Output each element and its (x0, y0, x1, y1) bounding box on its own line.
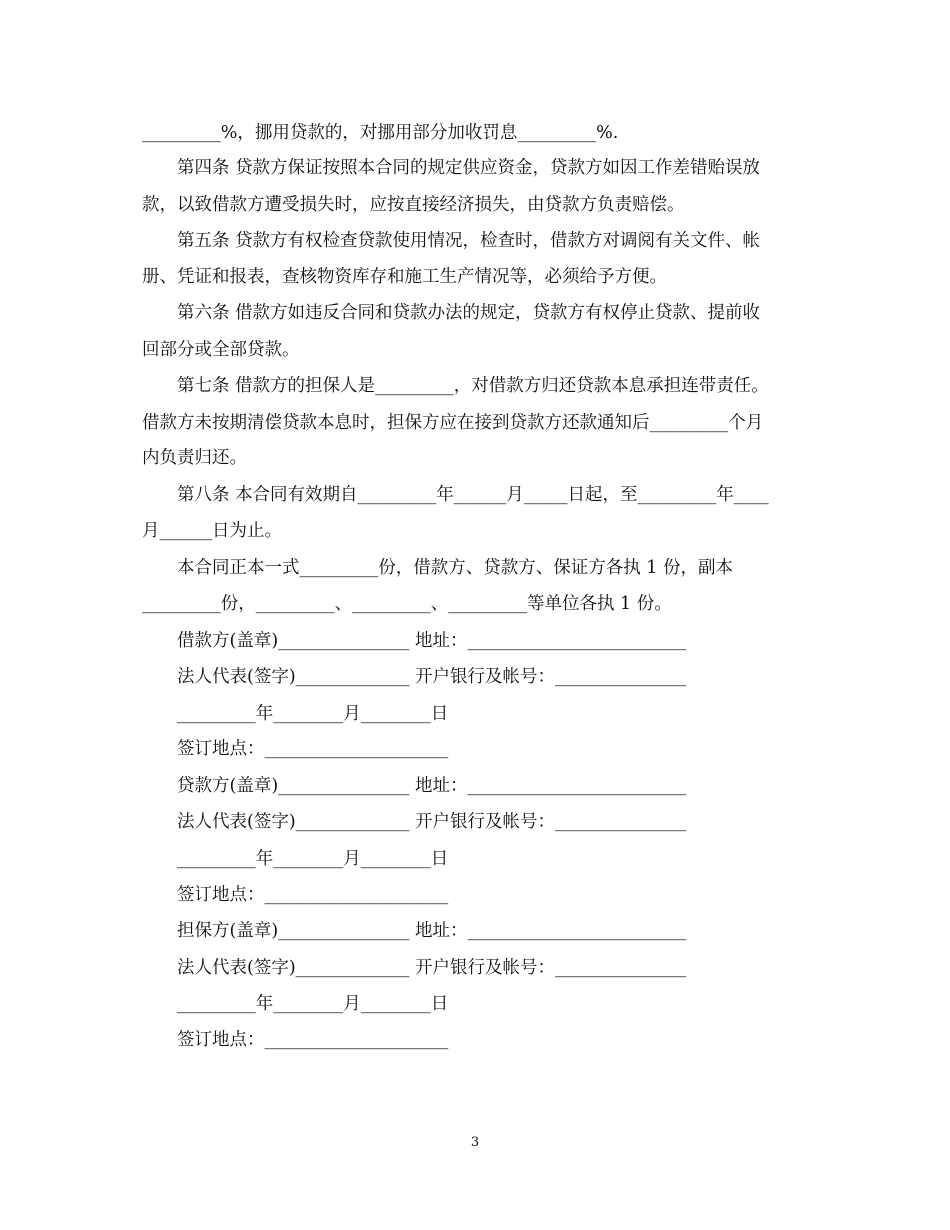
article-5-line-1: 第五条 贷款方有权检查贷款使用情况，检查时，借款方对调阅有关文件、帐 (177, 231, 761, 251)
guarantor-rep-line: 法人代表(签字)_____________ 开户银行及帐号：_______________ (177, 958, 687, 978)
page-number: 3 (470, 1135, 480, 1150)
lender-seal-line: 贷款方(盖章)_______________ 地址：_________________________ (177, 776, 687, 796)
lender-date-line: _________年________月________日 (177, 849, 449, 869)
article-7-line-3: 内负责归还。 (142, 448, 247, 468)
article-5-line-2: 册、凭证和报表，查核物资库存和施工生产情况等，必须给予方便。 (142, 267, 667, 287)
text-line: _________%，挪用贷款的，对挪用部分加收罚息_________%. (142, 123, 619, 143)
article-4-line-1: 第四条 贷款方保证按照本合同的规定供应资金，贷款方如因工作差错贻误放 (177, 158, 761, 178)
copies-line-1: 本合同正本一式_________份，借款方、贷款方、保证方各执 1 份，副本 (177, 558, 734, 578)
article-6-line-1: 第六条 借款方如违反合同和贷款办法的规定，贷款方有权停止贷款、提前收 (177, 303, 761, 323)
copies-line-2: _________份，_________、_________、_________等单位各执 1 份。 (142, 594, 672, 614)
article-7-line-1: 第七条 借款方的担保人是_________，对借款方归还贷款本息承担连带责任。 (177, 376, 769, 396)
borrower-date-line: _________年________月________日 (177, 704, 449, 724)
article-8-line-2: 月______日为止。 (142, 521, 282, 541)
guarantor-date-line: _________年________月________日 (177, 994, 449, 1014)
borrower-rep-line: 法人代表(签字)_____________ 开户银行及帐号：_______________ (177, 667, 687, 687)
article-4-line-2: 款，以致借款方遭受损失时，应按直接经济损失，由贷款方负责赔偿。 (142, 195, 685, 215)
article-8-line-1: 第八条 本合同有效期自_________年______月_____日起，至_________年____ (177, 485, 769, 505)
lender-place-line: 签订地点：_____________________ (177, 885, 449, 905)
lender-rep-line: 法人代表(签字)_____________ 开户银行及帐号：_______________ (177, 812, 687, 832)
borrower-place-line: 签订地点：_____________________ (177, 739, 449, 759)
borrower-seal-line: 借款方(盖章)_______________ 地址：_________________________ (177, 631, 687, 651)
article-7-line-2: 借款方未按期清偿贷款本息时，担保方应在接到贷款方还款通知后_________个月 (142, 413, 764, 433)
guarantor-seal-line: 担保方(盖章)_______________ 地址：_________________________ (177, 921, 687, 941)
article-6-line-2: 回部分或全部贷款。 (142, 340, 300, 360)
guarantor-place-line: 签订地点：_____________________ (177, 1030, 449, 1050)
